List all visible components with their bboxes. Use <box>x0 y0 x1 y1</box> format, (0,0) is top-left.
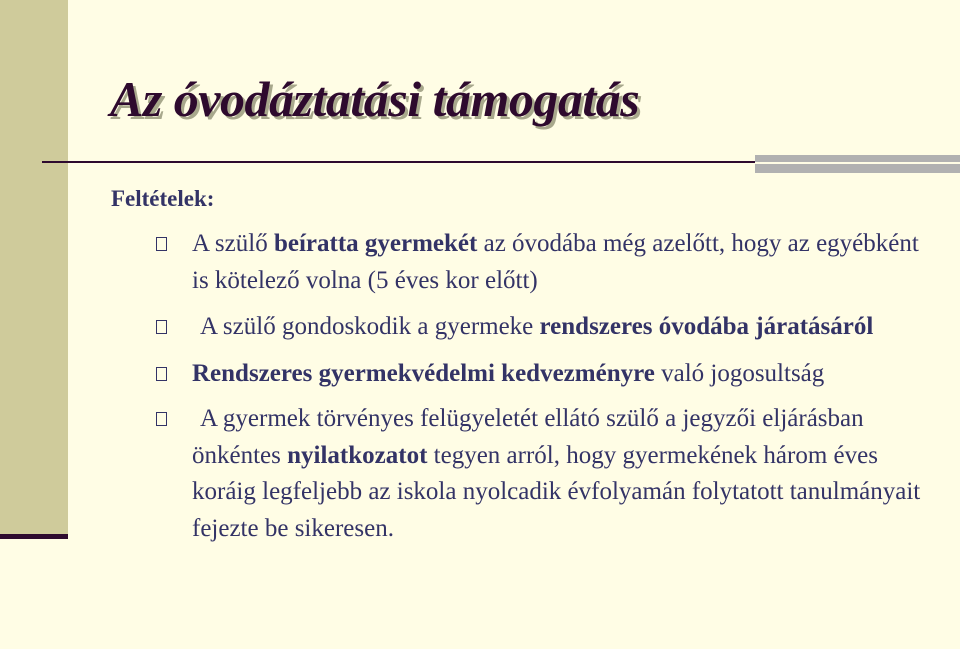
title-divider-line <box>42 161 755 163</box>
bullet-text: A szülő <box>192 230 274 257</box>
intro-label: Feltételek: <box>111 186 215 211</box>
bullet-text: A gyermek törvényes felügyeletét ellátó szülő a jegyzői eljárásban önkéntes <box>192 405 864 469</box>
square-outline-icon <box>156 412 167 426</box>
square-outline-icon <box>156 367 167 381</box>
bullet-item <box>156 356 926 393</box>
bullet-text: tegyen arról, hogy gyermekének három éves koráig legfeljebb az iskola nyolcadik évfolyamán folytatott tanulmányait fejezte be sikeresen. <box>192 441 921 542</box>
title-divider-bar <box>755 155 960 175</box>
bullet-item <box>156 226 926 299</box>
square-outline-icon <box>156 237 167 251</box>
left-band-underline <box>0 534 68 539</box>
bullet-bold-text: Rendszeres gyermekvédelmi kedvezményre <box>192 359 655 387</box>
bullet-bold-text: nyilatkozatot <box>287 441 428 469</box>
bullet-text: az óvodába még azelőtt, hogy az egyébként is kötelező volna (5 éves kor előtt) <box>192 230 919 294</box>
bullet-bold-text: beíratta gyermekét <box>273 230 478 257</box>
slide-title: Az óvodáztatási támogatás <box>110 71 640 127</box>
bullet-item <box>156 401 926 547</box>
divider-stripe-bottom <box>755 164 960 173</box>
left-decorative-band <box>0 0 68 534</box>
bullet-text: való jogosultság <box>654 359 825 387</box>
bullet-text: A szülő gondoskodik a gyermeke <box>200 313 540 340</box>
bullet-bold-text: rendszeres óvodába járatásáról <box>539 313 874 340</box>
bullet-item <box>156 309 926 346</box>
square-outline-icon <box>156 320 167 334</box>
divider-stripe-top <box>755 155 960 162</box>
bullet-list <box>156 226 926 547</box>
